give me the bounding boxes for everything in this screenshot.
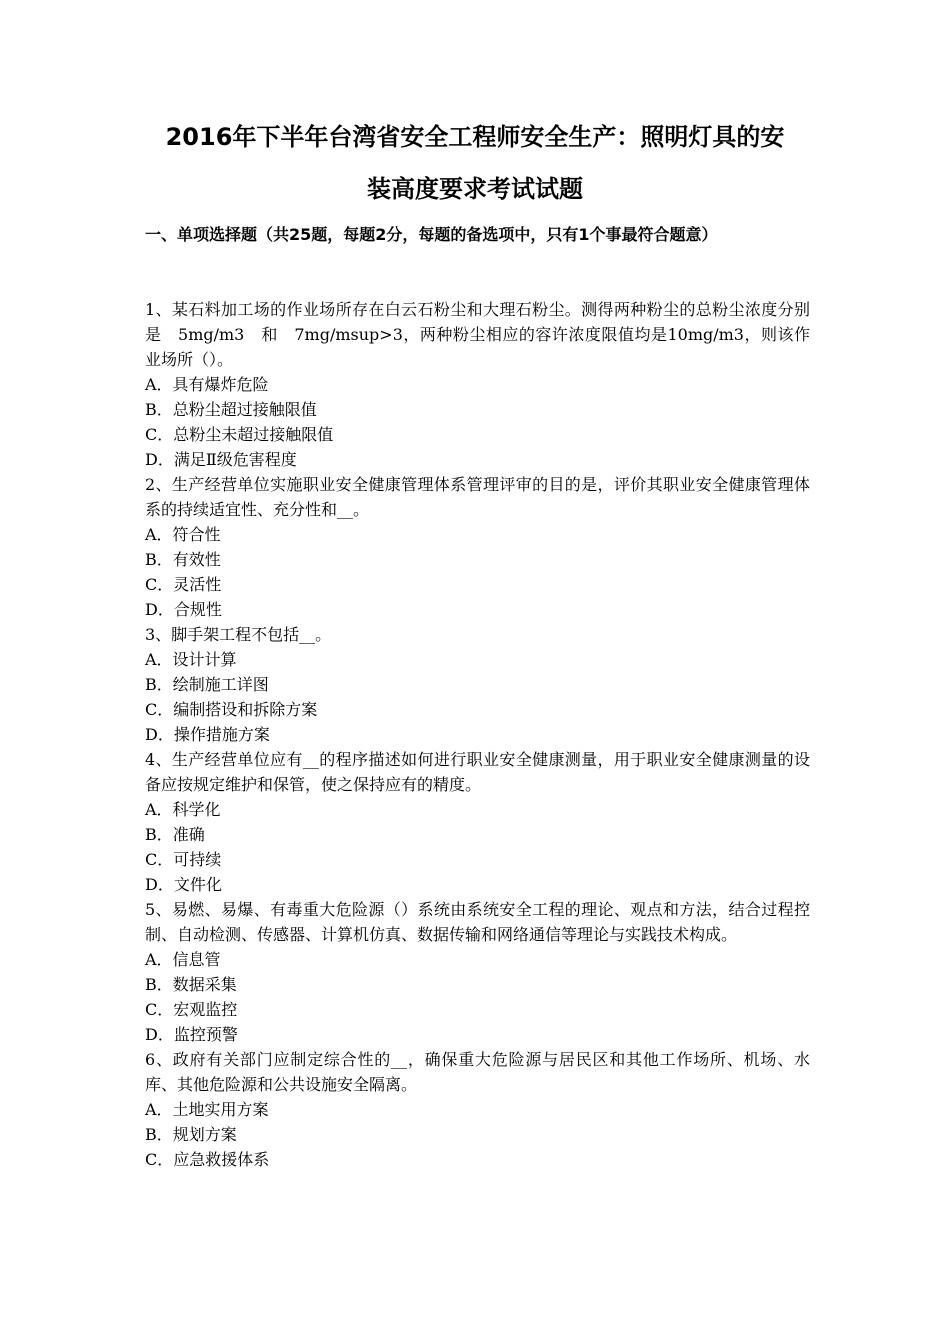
- question-stem: 3、脚手架工程不包括__。: [145, 625, 332, 644]
- question-item: [145, 1047, 810, 1172]
- question-option: D．操作措施方案: [145, 725, 270, 744]
- question-stem: 2、生产经营单位实施职业安全健康管理体系管理评审的目的是，评价其职业安全健康管理体系的持续适宜性、充分性和__。: [145, 475, 810, 519]
- document-title-line-1: 2016年下半年台湾省安全工程师安全生产：照明灯具的安: [165, 123, 785, 151]
- question-item: [145, 472, 810, 622]
- question-option: C．可持续: [145, 850, 222, 869]
- question-option: C．宏观监控: [145, 1000, 238, 1019]
- question-stem: 6、政府有关部门应制定综合性的__，确保重大危险源与居民区和其他工作场所、机场、水库、其他危险源和公共设施安全隔离。: [145, 1050, 810, 1094]
- question-option: C．总粉尘未超过接触限值: [145, 425, 334, 444]
- question-option: A．符合性: [145, 525, 221, 544]
- question-option: B．总粉尘超过接触限值: [145, 400, 317, 419]
- question-option: A．设计计算: [145, 650, 237, 669]
- question-option: D．满足Ⅱ级危害程度: [145, 450, 297, 469]
- question-option: B．有效性: [145, 550, 221, 569]
- question-option: C．应急救援体系: [145, 1150, 270, 1169]
- question-option: A．科学化: [145, 800, 221, 819]
- question-stem: 1、某石料加工场的作业场所存在白云石粉尘和大理石粉尘。测得两种粉尘的总粉尘浓度分别是 5mg/m3 和 7mg/msup>3，两种粉尘相应的容许浓度限值均是10mg/m3，则该作业场所（）。: [145, 300, 810, 369]
- question-option: C．编制搭设和拆除方案: [145, 700, 318, 719]
- question-option: A．信息管: [145, 950, 221, 969]
- question-list: [145, 297, 810, 1172]
- question-option: B．规划方案: [145, 1125, 237, 1144]
- question-item: [145, 897, 810, 1047]
- question-item: [145, 297, 810, 472]
- question-stem: 5、易燃、易爆、有毒重大危险源（）系统由系统安全工程的理论、观点和方法，结合过程控制、自动检测、传感器、计算机仿真、数据传输和网络通信等理论与实践技术构成。: [145, 900, 810, 944]
- question-item: [145, 622, 810, 747]
- question-option: B．绘制施工详图: [145, 675, 269, 694]
- question-option: B．数据采集: [145, 975, 237, 994]
- question-option: B．准确: [145, 825, 205, 844]
- question-option: D．监控预警: [145, 1025, 238, 1044]
- question-item: [145, 747, 810, 897]
- question-option: A．具有爆炸危险: [145, 375, 269, 394]
- question-option: A．土地实用方案: [145, 1100, 269, 1119]
- question-option: C．灵活性: [145, 575, 222, 594]
- section-heading: 一、单项选择题（共25题，每题2分，每题的备选项中，只有1个事最符合题意）: [145, 225, 718, 244]
- question-stem: 4、生产经营单位应有__的程序描述如何进行职业安全健康测量，用于职业安全健康测量的设备应按规定维护和保管，使之保持应有的精度。: [145, 750, 810, 794]
- question-option: D．合规性: [145, 600, 222, 619]
- document-title-line-2: 装高度要求考试试题: [367, 175, 583, 203]
- question-option: D．文件化: [145, 875, 222, 894]
